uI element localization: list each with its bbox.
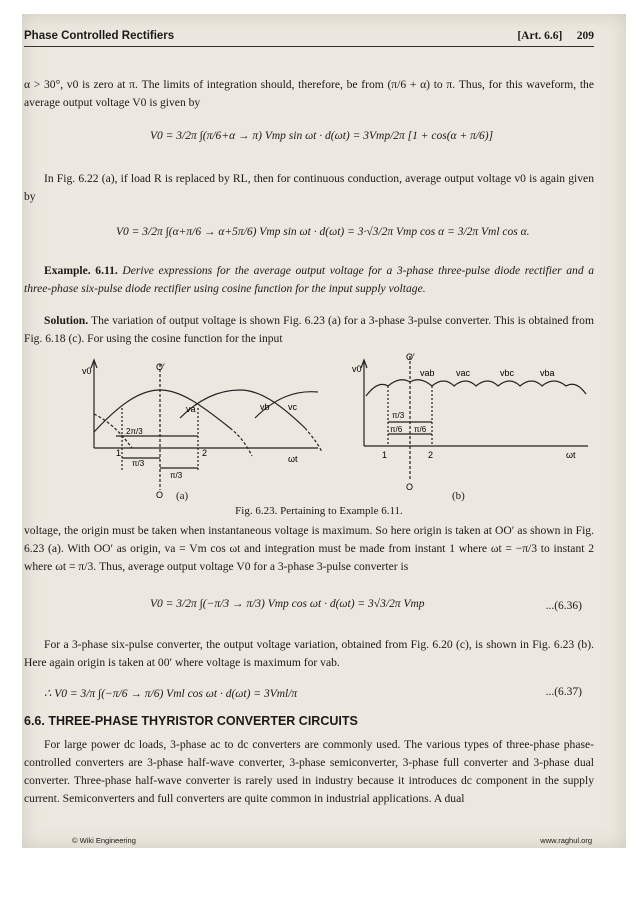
example-text: Derive expressions for the average output voltage for a 3-phase three-pulse diode rectifier and a three-phase six-pulse diode rectifier using cosine function for the input supply voltage. [24, 264, 594, 295]
fig-b-point-2-label: 2 [428, 450, 434, 460]
fig-b-wt-label: ωt [566, 450, 576, 460]
fig-b-six-pulse-curve [366, 380, 586, 396]
fig-a-vc-label: vc [288, 402, 297, 412]
fig-a-pi3-right-label: π/3 [170, 471, 183, 480]
example-6-11 [24, 262, 594, 298]
fig-a-dashed-mid [230, 428, 252, 456]
figure-6-23-b [344, 346, 594, 496]
equation-3: V0 = 3/2π ∫(−π/3 → π/3) Vmp cos ωt · d(ωt) = 3√3/2π Vmp [150, 598, 425, 610]
paragraph-4: For a 3-phase six-pulse converter, the output voltage variation, obtained from Fig. 6.20 (c), is shown in Fig. 6.23 (b). Here again origin is taken at 00′ where voltage is maximum for vab. [24, 638, 594, 669]
equation-3-number: ...(6.36) [545, 600, 582, 612]
fig-a-curve-vb [180, 390, 305, 428]
fig-b-point-1-label: 1 [382, 450, 388, 460]
fig-a-va-label: va [186, 404, 196, 414]
fig-b-vbc-label: vbc [500, 368, 515, 378]
fig-a-point-2-label: 2 [202, 448, 208, 458]
paragraph-2: In Fig. 6.22 (a), if load R is replaced by RL, then for continuous conduction, average output voltage v0 is again given by [24, 172, 594, 203]
solution-text: The variation of output voltage is shown Fig. 6.23 (a) for a 3-phase 3-pulse converter. This is obtained from Fig. 6.18 (c). For using the cosine function for the input [24, 314, 594, 345]
fig-b-pi6-right-label: π/6 [414, 425, 427, 434]
paragraph-3: voltage, the origin must be taken when instantaneous voltage is maximum. So here origin is taken at OO′ as shown in Fig. 6.23 (a). With OO′ as origin, va = Vm cos ωt and integration must be made from instant 1 where ωt = −π/3 to instant 2 where ωt = π/3. Thus, average output voltage V0 for a 3-phase 3-pulse converter is [24, 524, 594, 573]
figure-6-23-a [80, 352, 330, 500]
fig-b-oprime-label: O′ [406, 352, 415, 362]
fig-a-pi3-left-label: π/3 [132, 459, 145, 468]
header-rule [24, 46, 594, 47]
equation-4: ∴ V0 = 3/π ∫(−π/6 → π/6) Vml cos ωt · d(ωt) = 3Vml/π [44, 688, 298, 700]
footer-website: www.raghul.org [540, 836, 592, 845]
section-heading-6-6: 6.6. THREE-PHASE THYRISTOR CONVERTER CIRCUITS [24, 714, 358, 728]
fig-b-o-label: O [406, 482, 414, 492]
figure-sub-label-a: (a) [176, 490, 189, 502]
fig-a-vb-label: vb [260, 402, 270, 412]
paragraph-5: For large power dc loads, 3-phase ac to dc converters are commonly used. The various types of three-phase phase-controlled converters are 3-phase half-wave converter, 3-phase semiconverter, 3-phase full converter and 3-phase dual converter. Three-phase half-wave converter is rarely used in industry because it introduces dc component in the supply current. Semiconverters and full converters are quite common in industrial applications. A dual [24, 738, 594, 805]
equation-2: V0 = 3/2π ∫(α+π/6 → α+5π/6) Vmp sin ωt · d(ωt) = 3·√3/2π Vmp cos α = 3/2π Vml cos α. [116, 226, 530, 238]
example-label: Example. 6.11. [44, 264, 118, 277]
fig-a-wt-label: ωt [288, 454, 298, 464]
figure-sub-label-b: (b) [452, 490, 465, 502]
page-number: 209 [576, 30, 594, 42]
fig-a-oprime-label: O′ [156, 362, 165, 372]
footer-copyright: © Wiki Engineering [72, 836, 136, 845]
fig-a-point-1-label: 1 [116, 448, 122, 458]
figure-caption: Fig. 6.23. Pertaining to Example 6.11. [235, 505, 403, 517]
fig-b-v0-label: v0 [352, 364, 362, 374]
paragraph-1: α > 30°, v0 is zero at π. The limits of integration should, therefore, be from (π/6 + α) to π. Thus, for this waveform, the average output voltage V0 is given by [24, 78, 594, 109]
fig-a-v0-label: v0 [82, 366, 92, 376]
article-number: [Art. 6.6] [517, 30, 563, 42]
fig-a-o-label: O [156, 490, 164, 500]
equation-4-number: ...(6.37) [545, 686, 582, 698]
fig-b-pi6-left-label: π/6 [390, 425, 403, 434]
solution-label: Solution. [44, 314, 89, 327]
fig-a-2pi3-label: 2π/3 [126, 427, 143, 436]
article-and-page [517, 30, 594, 42]
chapter-title: Phase Controlled Rectifiers [24, 30, 175, 42]
fig-b-vac-label: vac [456, 368, 471, 378]
fig-b-vab-label: vab [420, 368, 435, 378]
fig-b-pi3-label: π/3 [392, 411, 405, 420]
fig-b-vba-label: vba [540, 368, 555, 378]
equation-1: V0 = 3/2π ∫(π/6+α → π) Vmp sin ωt · d(ωt) = 3Vmp/2π [1 + cos(α + π/6)] [150, 130, 494, 142]
solution-paragraph [24, 312, 594, 348]
